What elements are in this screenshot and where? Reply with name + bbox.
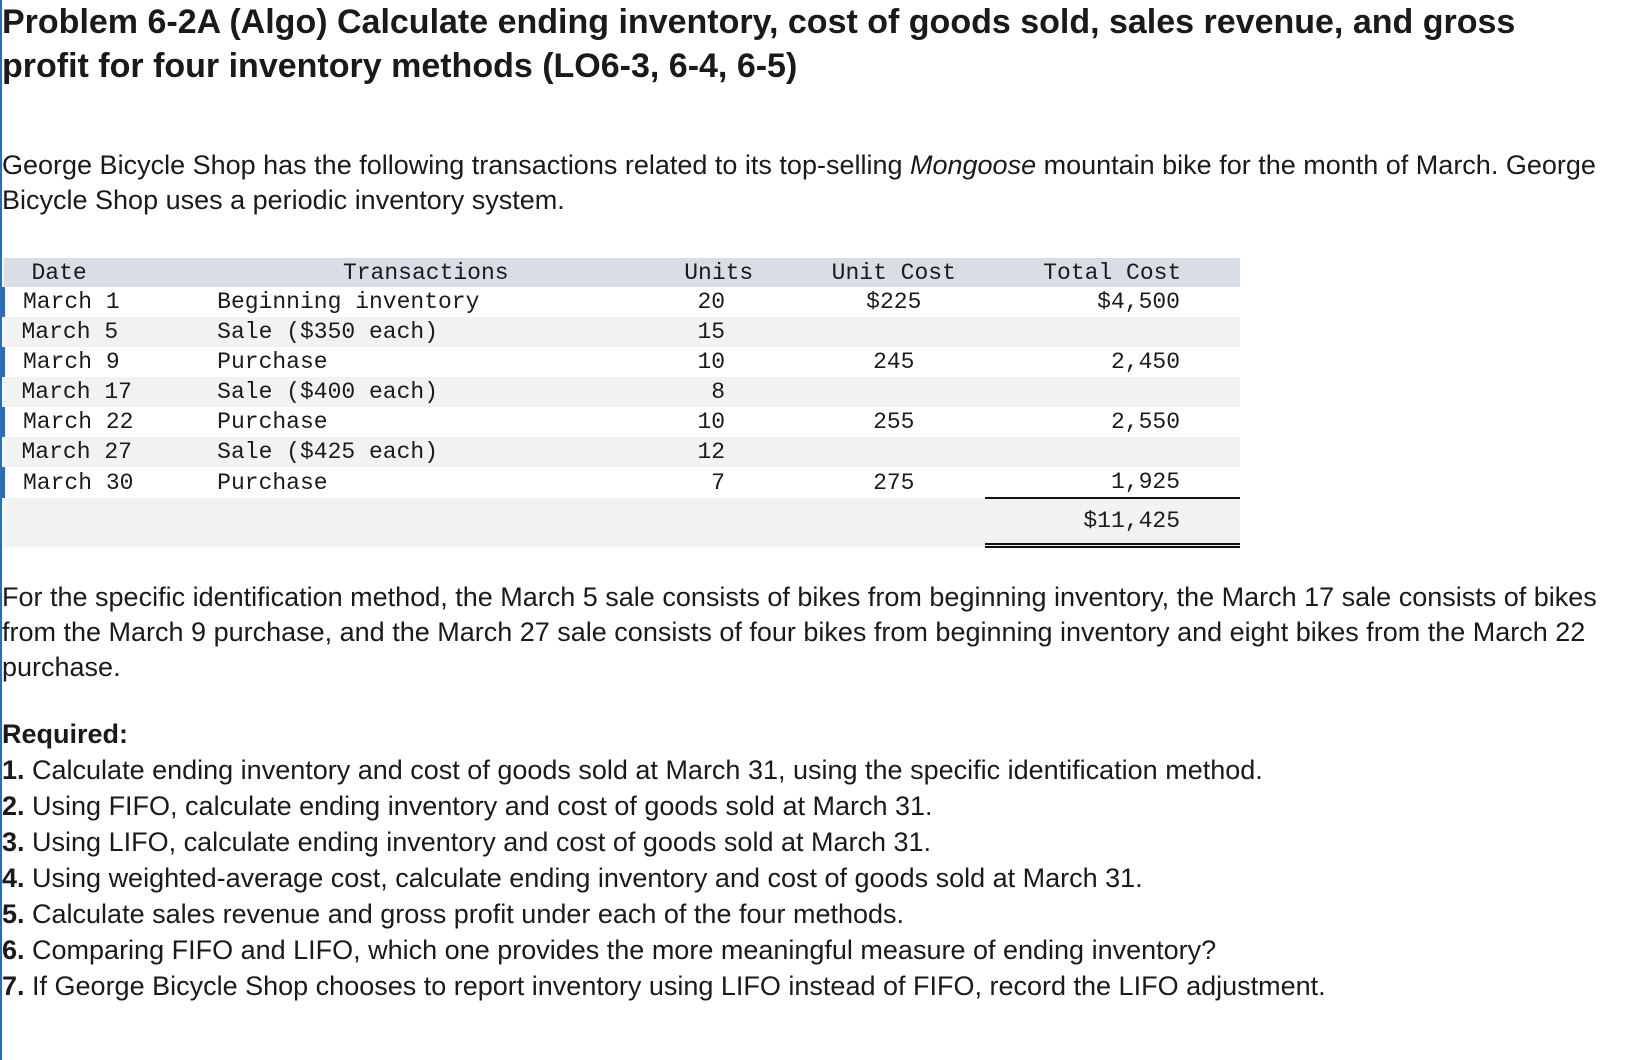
required-item bbox=[2, 752, 1622, 788]
required-item-number: 3. bbox=[2, 827, 25, 857]
cell-date: March 5 bbox=[4, 317, 218, 347]
required-item bbox=[2, 896, 1622, 932]
table-total-row bbox=[4, 498, 1241, 546]
required-item-number: 5. bbox=[2, 899, 25, 929]
cell-transaction: Sale ($425 each) bbox=[217, 437, 634, 467]
header-unit-cost: Unit Cost bbox=[803, 258, 984, 287]
cell-transaction: Sale ($400 each) bbox=[217, 377, 634, 407]
cell-total-cost: $4,500 bbox=[985, 287, 1241, 317]
required-item bbox=[2, 824, 1622, 860]
cell-units: 8 bbox=[634, 377, 803, 407]
cell-date: March 30 bbox=[4, 467, 218, 498]
header-units: Units bbox=[634, 258, 803, 287]
intro-brand-name: Mongoose bbox=[910, 150, 1037, 180]
header-date: Date bbox=[4, 258, 218, 287]
required-item-text: Comparing FIFO and LIFO, which one provides the more meaningful measure of ending inventory? bbox=[24, 935, 1217, 965]
cell-unit-cost: 255 bbox=[803, 407, 984, 437]
intro-text-after: mountain bike for the month of March. George Bicycle Shop uses a periodic inventory system. bbox=[2, 150, 1596, 215]
cell-total-cost bbox=[985, 317, 1241, 347]
required-item-text: Calculate ending inventory and cost of goods sold at March 31, using the specific identification method. bbox=[24, 755, 1263, 785]
cell-units: 7 bbox=[634, 467, 803, 498]
total-blank-cell bbox=[217, 498, 634, 546]
required-item bbox=[2, 968, 1622, 1004]
cell-units: 10 bbox=[634, 347, 803, 377]
table-row bbox=[4, 317, 1241, 347]
required-item-number: 4. bbox=[2, 863, 25, 893]
required-item bbox=[2, 860, 1622, 896]
cell-transaction: Purchase bbox=[217, 407, 634, 437]
cell-unit-cost: 245 bbox=[803, 347, 984, 377]
cell-units: 10 bbox=[634, 407, 803, 437]
cell-total-cost: 2,550 bbox=[985, 407, 1241, 437]
cell-date: March 27 bbox=[4, 437, 218, 467]
table-row bbox=[4, 407, 1241, 437]
cell-transaction: Sale ($350 each) bbox=[217, 317, 634, 347]
table-row bbox=[4, 287, 1241, 317]
required-item-number: 1. bbox=[2, 755, 25, 785]
required-item-number: 2. bbox=[2, 791, 25, 821]
cell-units: 15 bbox=[634, 317, 803, 347]
cell-units: 20 bbox=[634, 287, 803, 317]
cell-unit-cost bbox=[803, 317, 984, 347]
total-blank-cell bbox=[4, 498, 218, 546]
required-section bbox=[2, 716, 1622, 1004]
cell-transaction: Beginning inventory bbox=[217, 287, 634, 317]
cell-total-cost: 2,450 bbox=[985, 347, 1241, 377]
intro-text-before: George Bicycle Shop has the following transactions related to its top-selling bbox=[2, 150, 910, 180]
required-heading: Required: bbox=[2, 719, 129, 749]
intro-paragraph bbox=[2, 148, 1622, 218]
cell-unit-cost: $225 bbox=[803, 287, 984, 317]
specific-identification-paragraph: For the specific identification method, the March 5 sale consists of bikes from beginning inventory, the March 17 sale consists of bikes from the March 9 purchase, and the March 27 sale consists of four bikes from beginning inventory and eight bikes from the March 22 purchase. bbox=[2, 582, 1597, 682]
required-item-number: 6. bbox=[2, 935, 25, 965]
cell-unit-cost: 275 bbox=[803, 467, 984, 498]
table-row bbox=[4, 467, 1241, 498]
required-item-text: Using weighted-average cost, calculate ending inventory and cost of goods sold at March 31. bbox=[24, 863, 1143, 893]
cell-units: 12 bbox=[634, 437, 803, 467]
cell-date: March 9 bbox=[4, 347, 218, 377]
cell-date: March 22 bbox=[4, 407, 218, 437]
problem-title: Problem 6-2A (Algo) Calculate ending inventory, cost of goods sold, sales revenue, and gross profit for four inventory methods (LO6-3, 6-4, 6-5) bbox=[2, 3, 1516, 85]
cell-date: March 17 bbox=[4, 377, 218, 407]
transactions-table-container bbox=[2, 258, 1240, 548]
cell-transaction: Purchase bbox=[217, 467, 634, 498]
cell-total-cost: 1,925 bbox=[985, 467, 1241, 498]
header-total-cost: Total Cost bbox=[985, 258, 1241, 287]
required-item-text: Calculate sales revenue and gross profit under each of the four methods. bbox=[24, 899, 905, 929]
table-header-row bbox=[4, 258, 1241, 287]
required-item-number: 7. bbox=[2, 971, 25, 1001]
cell-date: March 1 bbox=[4, 287, 218, 317]
cell-unit-cost bbox=[803, 377, 984, 407]
required-item-text: Using LIFO, calculate ending inventory and cost of goods sold at March 31. bbox=[24, 827, 932, 857]
table-row bbox=[4, 377, 1241, 407]
transactions-table bbox=[2, 258, 1240, 548]
table-row bbox=[4, 437, 1241, 467]
header-transactions: Transactions bbox=[217, 258, 634, 287]
required-item-text: If George Bicycle Shop chooses to report inventory using LIFO instead of FIFO, record the LIFO adjustment. bbox=[24, 971, 1326, 1001]
required-item bbox=[2, 788, 1622, 824]
required-item bbox=[2, 932, 1622, 968]
total-blank-cell bbox=[634, 498, 803, 546]
required-item-text: Using FIFO, calculate ending inventory and cost of goods sold at March 31. bbox=[24, 791, 933, 821]
cell-total-cost bbox=[985, 437, 1241, 467]
total-blank-cell bbox=[803, 498, 984, 546]
cell-unit-cost bbox=[803, 437, 984, 467]
cell-transaction: Purchase bbox=[217, 347, 634, 377]
grand-total-cost: $11,425 bbox=[985, 498, 1241, 546]
cell-total-cost bbox=[985, 377, 1241, 407]
table-row bbox=[4, 347, 1241, 377]
